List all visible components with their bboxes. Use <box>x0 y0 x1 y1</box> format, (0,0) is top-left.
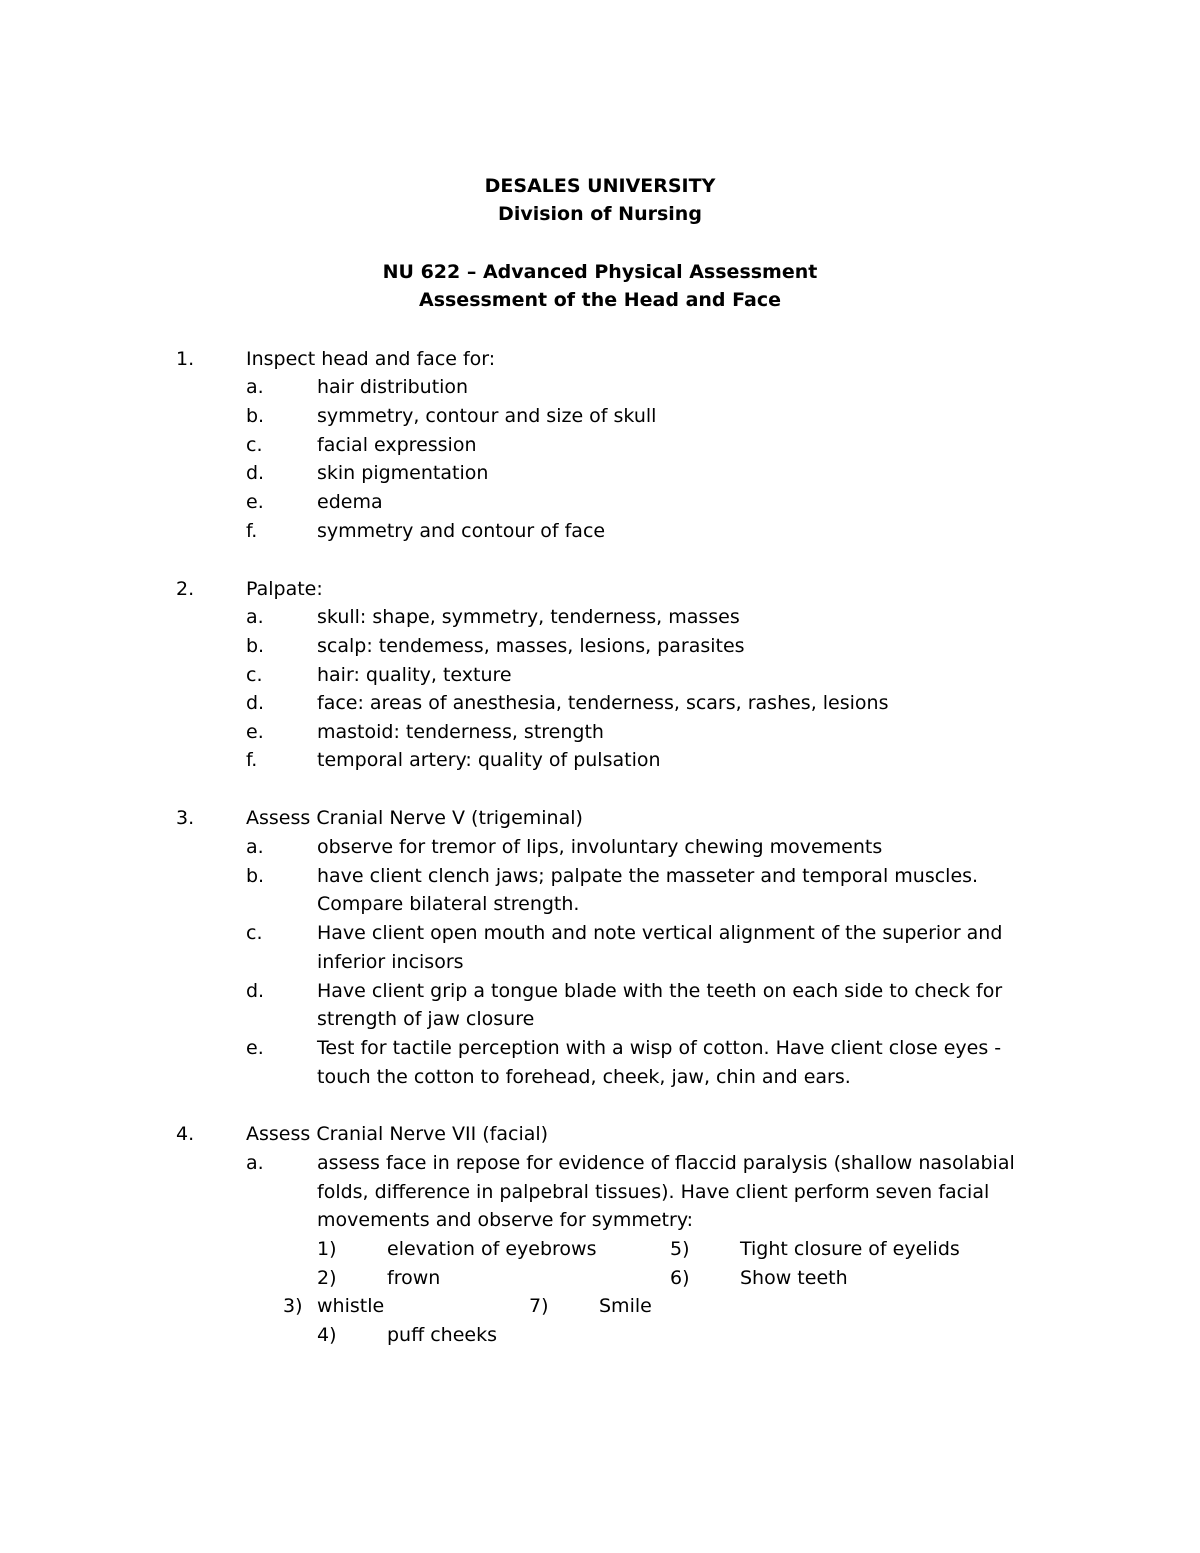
item-letter: a. <box>246 1152 264 1174</box>
movement-number: 7) <box>529 1295 549 1317</box>
section-title: Assess Cranial Nerve V (trigeminal) <box>246 807 583 829</box>
item-letter: c. <box>246 434 263 456</box>
item-letter: c. <box>246 664 263 686</box>
item-text: hair: quality, texture <box>317 664 512 686</box>
movement-label: Smile <box>599 1295 652 1317</box>
item-letter: d. <box>246 462 265 484</box>
item-letter: e. <box>246 721 264 743</box>
item-text-continued: inferior incisors <box>317 951 464 973</box>
movement-label: frown <box>387 1267 441 1289</box>
item-letter: e. <box>246 491 264 513</box>
item-text-continued: movements and observe for symmetry: <box>317 1209 694 1231</box>
section-number: 3. <box>176 807 195 829</box>
item-text: facial expression <box>317 434 477 456</box>
item-letter: c. <box>246 922 263 944</box>
item-text: temporal artery: quality of pulsation <box>317 749 661 771</box>
movement-label: puff cheeks <box>387 1324 498 1346</box>
item-letter: f. <box>246 749 258 771</box>
section-number: 2. <box>176 578 195 600</box>
item-letter: a. <box>246 836 264 858</box>
movement-label: Show teeth <box>740 1267 848 1289</box>
item-text: observe for tremor of lips, involuntary chewing movements <box>317 836 883 858</box>
movement-label: whistle <box>317 1295 385 1317</box>
item-letter: e. <box>246 1037 264 1059</box>
item-text: edema <box>317 491 383 513</box>
item-text: skull: shape, symmetry, tenderness, masses <box>317 606 740 628</box>
movement-label: elevation of eyebrows <box>387 1238 597 1260</box>
item-text: mastoid: tenderness, strength <box>317 721 604 743</box>
movement-number: 2) <box>317 1267 337 1289</box>
university-name: DESALES UNIVERSITY <box>484 175 716 197</box>
course-title: NU 622 – Advanced Physical Assessment <box>382 261 818 283</box>
section-title: Inspect head and face for: <box>246 348 496 370</box>
item-letter: b. <box>246 635 265 657</box>
item-text-continued: strength of jaw closure <box>317 1008 535 1030</box>
item-letter: a. <box>246 606 264 628</box>
item-text: symmetry, contour and size of skull <box>317 405 657 427</box>
item-letter: b. <box>246 865 265 887</box>
item-text: hair distribution <box>317 376 469 398</box>
item-letter: b. <box>246 405 265 427</box>
item-text: Test for tactile perception with a wisp of cotton. Have client close eyes - <box>317 1037 1002 1059</box>
movement-number: 1) <box>317 1238 337 1260</box>
item-text: have client clench jaws; palpate the masseter and temporal muscles. <box>317 865 979 887</box>
movement-number: 5) <box>670 1238 690 1260</box>
movement-label: Tight closure of eyelids <box>740 1238 960 1260</box>
item-text-continued: touch the cotton to forehead, cheek, jaw, chin and ears. <box>317 1066 851 1088</box>
section-title: Assess Cranial Nerve VII (facial) <box>246 1123 549 1145</box>
section-title: Palpate: <box>246 578 323 600</box>
item-text: assess face in repose for evidence of flaccid paralysis (shallow nasolabial <box>317 1152 1015 1174</box>
item-letter: a. <box>246 376 264 398</box>
item-text-continued: Compare bilateral strength. <box>317 893 580 915</box>
item-text: skin pigmentation <box>317 462 489 484</box>
item-text: Have client open mouth and note vertical alignment of the superior and <box>317 922 1003 944</box>
item-letter: d. <box>246 692 265 714</box>
item-text: Have client grip a tongue blade with the teeth on each side to check for <box>317 980 1003 1002</box>
item-text: face: areas of anesthesia, tenderness, scars, rashes, lesions <box>317 692 889 714</box>
item-text: scalp: tendemess, masses, lesions, parasites <box>317 635 745 657</box>
movement-number: 3) <box>283 1295 303 1317</box>
item-text: symmetry and contour of face <box>317 520 606 542</box>
item-letter: f. <box>246 520 258 542</box>
section-number: 1. <box>176 348 195 370</box>
division-name: Division of Nursing <box>498 203 702 225</box>
item-letter: d. <box>246 980 265 1002</box>
movement-number: 6) <box>670 1267 690 1289</box>
item-text-continued: folds, difference in palpebral tissues). Have client perform seven facial <box>317 1181 990 1203</box>
section-number: 4. <box>176 1123 195 1145</box>
movement-number: 4) <box>317 1324 337 1346</box>
document-title: Assessment of the Head and Face <box>418 289 781 311</box>
